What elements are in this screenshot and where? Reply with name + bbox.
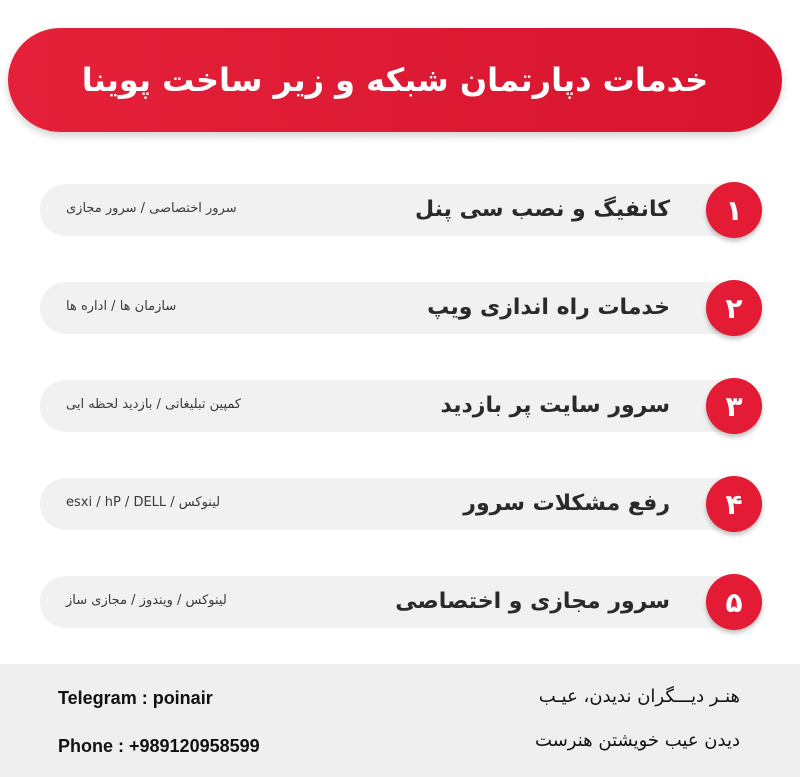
service-title: کانفیگ و نصب سی پنل (415, 197, 670, 222)
service-subtitle: لینوکس / esxi / hP / DELL (66, 495, 221, 510)
service-number-badge: ۴ (706, 476, 762, 532)
service-subtitle: کمپین تبلیغاتی / بازدید لحظه ایی (66, 397, 242, 412)
quote-line-1: هنـر دیـــگران ندیدن، عیـب (538, 686, 740, 707)
service-subtitle: سرور اختصاصی / سرور مجازی (66, 201, 237, 216)
footer (0, 664, 800, 777)
telegram-contact[interactable]: Telegram : poinair (58, 688, 213, 708)
service-item-cpanel (40, 184, 762, 236)
service-subtitle: لینوکس / ویندوز / مجازی ساز (66, 593, 227, 608)
service-number-badge: ۲ (706, 280, 762, 336)
service-title: خدمات راه اندازی ویپ (427, 295, 670, 320)
phone-contact[interactable]: Phone : +989120958599 (58, 736, 260, 756)
service-title: سرور مجازی و اختصاصی (395, 589, 670, 614)
service-title: سرور سایت پر بازدید (440, 393, 670, 418)
page-title: خدمات دپارتمان شبکه و زیر ساخت پوینا (81, 61, 709, 99)
service-number-badge: ۱ (706, 182, 762, 238)
service-number-badge: ۳ (706, 378, 762, 434)
service-title: رفع مشکلات سرور (463, 491, 670, 516)
service-number-badge: ۵ (706, 574, 762, 630)
service-item-virtual-dedicated-server (40, 576, 762, 628)
service-subtitle: سازمان ها / اداره ها (66, 299, 177, 314)
service-item-server-troubleshooting (40, 478, 762, 530)
header-banner (8, 28, 782, 132)
service-item-high-traffic-server (40, 380, 762, 432)
service-item-voip (40, 282, 762, 334)
quote-line-2: دیدن عیب خویشتن هنرست (535, 730, 740, 751)
